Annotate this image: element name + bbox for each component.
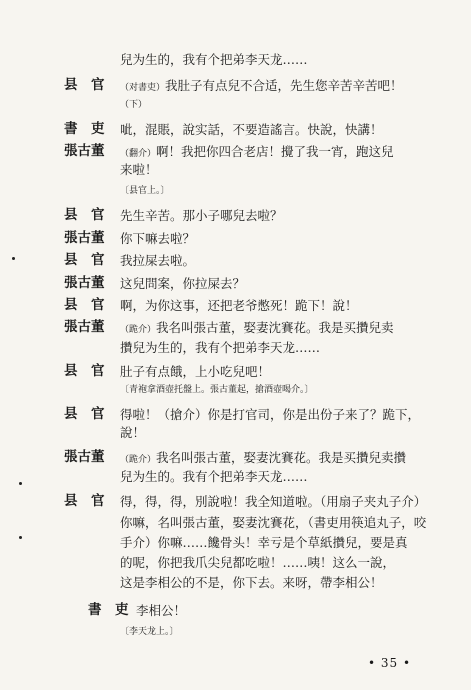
dialogue-text: 我名叫張古董，娶妻沈賽花。我是买攢兒卖 (156, 320, 394, 335)
dialogue-continuation: 你嘛，名叫張古董，娶妻沈賽花，（書吏用筷追丸子，咬 (120, 515, 427, 530)
dialogue-text: 我名叫張古董，娶妻沈賽花。我是买攢兒卖攢 (156, 450, 407, 465)
dialogue-continuation: 手介）你嘛……饞骨头！幸亏是个草紙攢兒，要是真 (120, 535, 408, 550)
speaker-label: 县 官 (64, 297, 105, 313)
dialogue-line: 先生辛苦。那小子哪兒去啦？ (120, 208, 283, 223)
margin-speck (19, 482, 22, 485)
stage-direction: （跪介） (120, 455, 157, 465)
stage-direction: （跪介） (120, 325, 157, 335)
dialogue-continuation: 攢兒为生的，我有个把弟李天龙…… (120, 340, 321, 355)
speaker-label: 县 官 (64, 207, 105, 223)
speaker-label: 張古董 (64, 449, 105, 465)
margin-speck (19, 536, 22, 539)
margin-speck (12, 257, 15, 260)
speaker-label: 县 官 (64, 252, 105, 268)
dialogue-line (120, 144, 394, 162)
speaker-label: 張古董 (64, 319, 105, 335)
stage-direction: （对書吏） (120, 83, 166, 93)
dialogue-continuation: 兒为生的，我有个把弟李天龙…… (120, 52, 308, 67)
dialogue-line: 肚子有点餓，上小吃兒吧！ (120, 364, 271, 379)
stage-direction: （翻介） (120, 149, 157, 159)
dialogue-line: 啊，为你这事，还把老爷憋死！跪下！說！ (120, 298, 358, 313)
dialogue-continuation: 来啦！ (120, 162, 158, 177)
speaker-label: 書 吏 (64, 121, 105, 137)
speaker-label: 县 官 (64, 363, 105, 379)
speaker-label: 县 官 (64, 493, 105, 509)
stage-direction: （下） (120, 100, 148, 110)
dialogue-text: 我肚子有点兒不合适，先生您辛苦辛苦吧！ (165, 78, 403, 93)
speaker-label: 县 官 (64, 77, 105, 93)
dialogue-continuation: 这是李相公的不是，你下去。来呀，帶李相公！ (120, 575, 383, 590)
dialogue-line: 呲，混賬，說实話，不要造謠言。快說，快講！ (120, 122, 383, 137)
dialogue-line: 得，得，得，別說啦！我全知道啦。（用扇子夹丸子介） (120, 494, 427, 509)
dialogue-continuation: 兒为生的。我有个把弟李天龙…… (120, 469, 308, 484)
speaker-label: 張古董 (64, 230, 105, 246)
dialogue-line (120, 78, 403, 96)
dialogue-line (120, 320, 394, 338)
dialogue-line: 你下嘛去啦？ (120, 231, 196, 246)
stage-direction: 〔青袍拿酒壺托盤上。張古董起，搶酒壺喝介。〕 (120, 385, 314, 395)
dialogue-text: 啊！我把你四合老店！攪了我一宵，跑这兒 (156, 144, 394, 159)
page-number: • 35 • (368, 656, 412, 670)
speaker-label: 县 官 (64, 406, 105, 422)
stage-direction: 〔县官上。〕 (120, 186, 170, 196)
dialogue-line (120, 450, 406, 468)
dialogue-line: 这兒問案，你拉屎去？ (120, 276, 246, 291)
speaker-label: 張古董 (64, 143, 105, 159)
dialogue-line: 得啦！（搶介）你是打官司，你是出份子来了？跪下， (120, 407, 421, 422)
speaker-label: 書 吏 (88, 602, 129, 618)
dialogue-continuation: 的呢，你把我爪尖兒都吃啦！……咦！这么一說， (120, 555, 396, 570)
dialogue-line: 李相公！ (136, 603, 187, 618)
speaker-label: 張古董 (64, 275, 105, 291)
stage-direction: 〔李天龙上。〕 (120, 627, 179, 637)
dialogue-continuation: 說！ (120, 425, 146, 440)
dialogue-line: 我拉屎去啦。 (120, 253, 196, 268)
